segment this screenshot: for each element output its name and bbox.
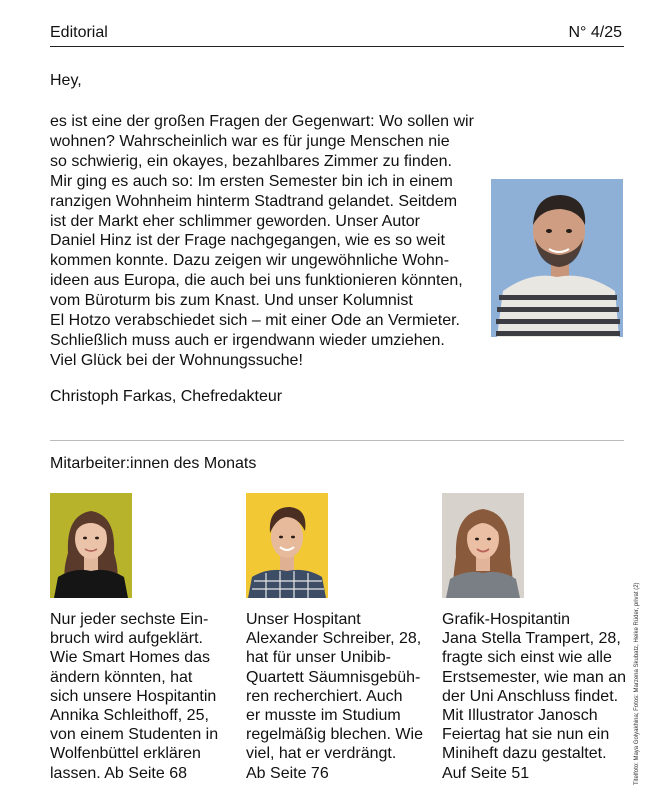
- editorial-line: ranzigen Wohnheim hinterm Stadtrand gelandet. Seitdem: [50, 192, 458, 210]
- editorial-line: ideen aus Europa, die auch bei uns funktionieren könnten,: [50, 272, 463, 290]
- contributor-text-jana: [442, 610, 626, 783]
- contributor-photo-alexander: [246, 493, 328, 598]
- editor-signature: Christoph Farkas, Chefredakteur: [50, 388, 283, 405]
- contributor-line: Auf Seite 51: [442, 764, 530, 782]
- contributor-line: Feiertag hat sie nun ein: [442, 726, 610, 744]
- editor-portrait-illustration: [491, 179, 623, 337]
- contributor-line: Erstsemester, wie man an: [442, 668, 627, 686]
- editorial-line: Viel Glück bei der Wohnungssuche!: [50, 351, 303, 369]
- contributor-line: ändern könnten, hat: [50, 668, 193, 686]
- contributor-line: fragte sich einst wie alle: [442, 649, 612, 667]
- editorial-line: ist der Markt eher schlimmer geworden. Unser Autor: [50, 212, 420, 230]
- contributor-portrait-2: [246, 493, 328, 598]
- contributor-portrait-3: [442, 493, 524, 598]
- page-header: [50, 24, 624, 47]
- contributor-line: Alexander Schreiber, 28,: [246, 630, 422, 648]
- contributor-line: von einem Studenten in: [50, 726, 219, 744]
- editorial-greeting: Hey,: [50, 72, 82, 89]
- editorial-line: es ist eine der großen Fragen der Gegenwart: Wo sollen wir: [50, 113, 474, 130]
- contributor-line: Jana Stella Trampert, 28,: [442, 630, 621, 648]
- editorial-line: El Hotzo verabschiedet sich – mit einer Ode an Vermieter.: [50, 312, 460, 330]
- contributor-line: Nur jeder sechste Ein-: [50, 611, 209, 628]
- issue-number: N° 4/25: [568, 24, 622, 41]
- contributor-line: Mit Illustrator Janosch: [442, 707, 598, 725]
- section-divider: [50, 440, 624, 441]
- contributor-line: viel, hat er verdrängt.: [246, 745, 397, 763]
- contributor-photo-jana: [442, 493, 524, 598]
- contributor-line: Unser Hospitant: [246, 611, 361, 628]
- contributor-text-alexander: [246, 610, 423, 783]
- contributor-line: Wolfenbüttel erklären: [50, 745, 201, 763]
- contributor-photo-annika: [50, 493, 132, 598]
- editorial-line: Schließlich muss auch er irgendwann wieder umziehen.: [50, 331, 445, 349]
- contributor-portrait-1: [50, 493, 132, 598]
- editor-portrait-photo: [491, 179, 623, 337]
- contributor-line: lassen. Ab Seite 68: [50, 764, 187, 782]
- contributor-line: Wie Smart Homes das: [50, 649, 211, 667]
- editorial-line: Daniel Hinz ist der Frage nachgegangen, wie es so weit: [50, 232, 445, 250]
- contributor-line: Quartett Säumnisgebüh-: [246, 668, 421, 686]
- editorial-line: wohnen? Wahrscheinlich war es für junge Menschen nie: [50, 132, 450, 150]
- editorial-line: kommen konnte. Dazu zeigen wir ungewöhnliche Wohn-: [50, 252, 450, 270]
- photo-credit: Titelfoto: Maya Golyakhina; Fotos: Marzena Skubatz, Heike Rüder, privat (2): [634, 582, 640, 785]
- contributor-line: Grafik-Hospitantin: [442, 611, 571, 628]
- editorial-line: so schwierig, ein okayes, bezahlbares Zimmer zu finden.: [50, 152, 452, 170]
- contributor-line: regelmäßig blechen. Wie: [246, 726, 423, 744]
- contributor-line: der Uni Anschluss findet.: [442, 687, 619, 705]
- contributor-text-annika: [50, 610, 218, 783]
- editorial-body: [50, 112, 480, 371]
- contributor-line: er musste im Studium: [246, 707, 401, 725]
- contributors-section-title: Mitarbeiter:innen des Monats: [50, 455, 257, 472]
- contributor-line: ren recherchiert. Auch: [246, 687, 403, 705]
- contributor-line: sich unsere Hospitantin: [50, 687, 217, 705]
- section-title-editorial: Editorial: [50, 24, 108, 41]
- contributor-line: bruch wird aufgeklärt.: [50, 630, 203, 648]
- editorial-line: Mir ging es auch so: Im ersten Semester bin ich in einem: [50, 172, 453, 190]
- contributor-line: Ab Seite 76: [246, 764, 329, 782]
- contributor-line: hat für unser Unibib-: [246, 649, 391, 667]
- editorial-line: vom Büroturm bis zum Knast. Und unser Kolumnist: [50, 292, 413, 310]
- contributor-line: Annika Schleithoff, 25,: [50, 707, 209, 725]
- contributor-line: Miniheft dazu gestaltet.: [442, 745, 607, 763]
